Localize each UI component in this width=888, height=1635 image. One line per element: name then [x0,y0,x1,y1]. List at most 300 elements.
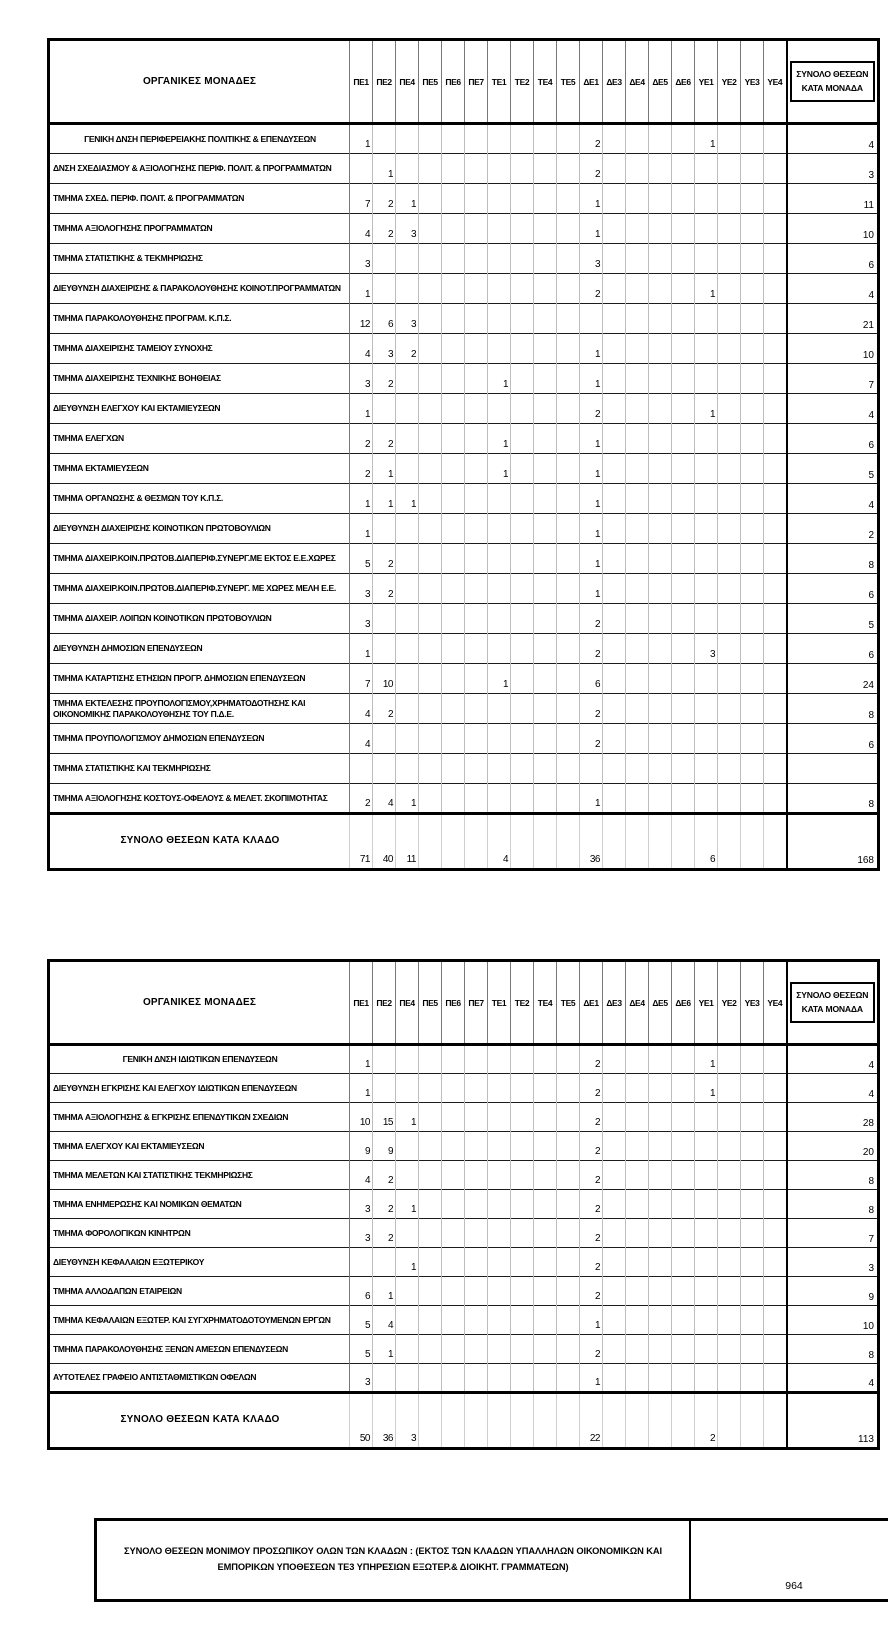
count-cell [695,664,718,694]
count-cell: 2 [580,1161,603,1190]
count-cell [741,454,764,484]
count-cell [764,364,787,394]
count-cell [557,544,580,574]
count-cell [603,1248,626,1277]
count-cell [465,244,488,274]
count-cell: 3 [396,214,419,244]
count-cell [718,604,741,634]
count-cell [603,1306,626,1335]
count-cell [764,424,787,454]
category-column-header: ΤΕ2 [511,961,534,1045]
count-cell: 1 [695,394,718,424]
row-total-cell: 4 [787,1045,879,1074]
count-cell [534,1132,557,1161]
count-cell [741,334,764,364]
count-cell [649,724,672,754]
count-cell [396,514,419,544]
count-cell [465,1161,488,1190]
count-cell [488,544,511,574]
count-cell [672,1219,695,1248]
count-cell [718,124,741,154]
count-cell: 1 [695,1045,718,1074]
count-cell [465,1364,488,1393]
count-cell [695,244,718,274]
count-cell [511,634,534,664]
count-cell [695,424,718,454]
count-cell [695,364,718,394]
count-cell [764,1045,787,1074]
count-cell [442,454,465,484]
count-cell [373,124,396,154]
count-cell [465,454,488,484]
count-cell [649,1364,672,1393]
count-cell [718,154,741,184]
count-cell [718,1306,741,1335]
table-row [49,394,879,424]
count-cell [672,184,695,214]
count-cell: 1 [695,124,718,154]
category-column-header: ΔΕ3 [603,40,626,124]
count-cell [488,124,511,154]
row-total-cell: 6 [787,244,879,274]
totals-count-cell [557,814,580,870]
count-cell [649,754,672,784]
table-row [49,514,879,544]
count-cell [626,1161,649,1190]
count-cell [396,364,419,394]
count-cell [488,1074,511,1103]
count-cell [672,1045,695,1074]
count-cell [741,304,764,334]
count-cell: 2 [580,1335,603,1364]
count-cell: 1 [580,364,603,394]
count-cell [626,514,649,544]
count-cell [511,124,534,154]
count-cell [373,514,396,544]
count-cell [695,1248,718,1277]
category-column-header: ΥΕ4 [764,40,787,124]
count-cell [603,1219,626,1248]
count-cell [419,334,442,364]
count-cell [396,694,419,724]
count-cell [695,1364,718,1393]
table-row [49,184,879,214]
row-total-cell: 4 [787,1074,879,1103]
count-cell [373,244,396,274]
count-cell [442,1335,465,1364]
count-cell: 4 [373,1306,396,1335]
grand-total-value: 964 [785,1580,803,1592]
count-cell [649,154,672,184]
count-cell [741,1132,764,1161]
count-cell [718,1335,741,1364]
count-cell [465,1103,488,1132]
count-cell [419,244,442,274]
count-cell: 1 [350,274,373,304]
count-cell [672,1074,695,1103]
count-cell [626,334,649,364]
org-unit-label: ΤΜΗΜΑ ΔΙΑΧΕΙΡΙΣΗΣ ΤΑΜΕΙΟΥ ΣΥΝΟΧΗΣ [49,334,350,364]
count-cell [442,754,465,784]
totals-row-label: ΣΥΝΟΛΟ ΘΕΣΕΩΝ ΚΑΤΑ ΚΛΑΔΟ [120,835,280,847]
count-cell [557,574,580,604]
count-cell [557,484,580,514]
count-cell [649,394,672,424]
category-column-header: ΠΕ7 [465,961,488,1045]
count-cell [419,454,442,484]
row-total-cell: 8 [787,544,879,574]
count-cell: 2 [580,1219,603,1248]
count-cell [603,1045,626,1074]
count-cell [557,154,580,184]
org-unit-label: ΤΜΗΜΑ ΑΞΙΟΛΟΓΗΣΗΣ & ΕΓΚΡΙΣΗΣ ΕΠΕΝΔΥΤΙΚΩΝ ΣΧΕΔΙΩΝ [49,1103,350,1132]
count-cell [649,424,672,454]
count-cell [511,784,534,814]
count-cell [396,1074,419,1103]
count-cell [557,394,580,424]
count-cell [695,154,718,184]
count-cell [741,1103,764,1132]
count-cell [626,454,649,484]
count-cell [764,214,787,244]
count-cell [534,1248,557,1277]
count-cell [534,634,557,664]
count-cell: 3 [350,1190,373,1219]
count-cell [488,724,511,754]
count-cell [373,1074,396,1103]
count-cell [488,1161,511,1190]
totals-count-cell: 50 [350,1393,373,1449]
count-cell [695,214,718,244]
totals-count-cell [511,1393,534,1449]
count-cell [488,1045,511,1074]
count-cell: 1 [350,394,373,424]
count-cell [557,1219,580,1248]
count-cell [626,544,649,574]
totals-count-cell [626,1393,649,1449]
table-row [49,1306,879,1335]
row-total-cell: 21 [787,304,879,334]
count-cell [718,1190,741,1219]
count-cell [534,184,557,214]
table-row [49,154,879,184]
count-cell [764,724,787,754]
count-cell: 1 [350,514,373,544]
count-cell [442,244,465,274]
count-cell [557,664,580,694]
count-cell [764,574,787,604]
count-cell [534,544,557,574]
count-cell [580,754,603,784]
count-cell [419,604,442,634]
totals-count-cell: 22 [580,1393,603,1449]
row-total-cell: 2 [787,514,879,544]
count-cell: 7 [350,664,373,694]
category-column-header: ΥΕ3 [741,961,764,1045]
count-cell [626,604,649,634]
count-cell [396,724,419,754]
row-total-cell: 3 [787,1248,879,1277]
count-cell [419,424,442,454]
count-cell: 1 [373,454,396,484]
count-cell [741,124,764,154]
count-cell [603,274,626,304]
count-cell [557,454,580,484]
org-unit-label: ΤΜΗΜΑ ΔΙΑΧΕΙΡ. ΛΟΙΠΩΝ ΚΟΙΝΟΤΙΚΩΝ ΠΡΩΤΟΒΟΥΛΙΩΝ [49,604,350,634]
count-cell: 7 [350,184,373,214]
count-cell [557,274,580,304]
count-cell [672,544,695,574]
count-cell [649,1074,672,1103]
count-cell [649,634,672,664]
count-cell [672,1103,695,1132]
table-row [49,544,879,574]
count-cell [442,1045,465,1074]
count-cell [396,574,419,604]
count-cell [764,184,787,214]
count-cell [649,784,672,814]
count-cell: 2 [580,1132,603,1161]
count-cell: 1 [350,1074,373,1103]
table-row [49,724,879,754]
count-cell [511,1219,534,1248]
count-cell [557,1364,580,1393]
count-cell [534,1045,557,1074]
count-cell [718,784,741,814]
count-cell [442,514,465,544]
count-cell [419,124,442,154]
org-unit-label: ΤΜΗΜΑ ΕΚΤΑΜΙΕΥΣΕΩΝ [49,454,350,484]
org-unit-label: ΤΜΗΜΑ ΣΧΕΔ. ΠΕΡΙΦ. ΠΟΛΙΤ. & ΠΡΟΓΡΑΜΜΑΤΩΝ [49,184,350,214]
count-cell [534,754,557,784]
count-cell [465,274,488,304]
count-cell [465,694,488,724]
count-cell [373,754,396,784]
org-unit-label: ΓΕΝΙΚΗ ΔΝΣΗ ΠΕΡΙΦΕΡΕΙΑΚΗΣ ΠΟΛΙΤΙΚΗΣ & ΕΠΕΝΔΥΣΕΩΝ [49,124,350,154]
count-cell [672,694,695,724]
count-cell [465,664,488,694]
count-cell [534,214,557,244]
count-cell: 1 [695,1074,718,1103]
count-cell [626,154,649,184]
count-cell [603,154,626,184]
count-cell: 2 [396,334,419,364]
count-cell [626,274,649,304]
totals-count-cell [534,1393,557,1449]
count-cell [603,484,626,514]
count-cell [764,334,787,364]
count-cell [764,634,787,664]
count-cell [741,1074,764,1103]
count-cell [442,664,465,694]
total-column-header [787,40,879,124]
count-cell [488,1335,511,1364]
count-cell [488,784,511,814]
count-cell [557,364,580,394]
count-cell: 1 [580,784,603,814]
count-cell: 2 [580,1045,603,1074]
count-cell [626,364,649,394]
count-cell [695,1277,718,1306]
count-cell [488,334,511,364]
table-header [49,961,879,1045]
count-cell [511,1074,534,1103]
count-cell [672,604,695,634]
count-cell [534,1277,557,1306]
count-cell [649,694,672,724]
count-cell [511,244,534,274]
count-cell: 3 [396,304,419,334]
count-cell: 1 [580,334,603,364]
row-total-cell: 6 [787,574,879,604]
totals-count-cell [649,1393,672,1449]
count-cell [603,304,626,334]
org-unit-label: ΔΙΕΥΘΥΝΣΗ ΕΛΕΓΧΟΥ ΚΑΙ ΕΚΤΑΜΙΕΥΣΕΩΝ [49,394,350,424]
table-row [49,124,879,154]
table-row [49,1277,879,1306]
count-cell [603,574,626,604]
count-cell [511,154,534,184]
count-cell [764,784,787,814]
count-cell [442,334,465,364]
count-cell [603,1161,626,1190]
count-cell [465,1335,488,1364]
count-cell [557,1190,580,1219]
count-cell [718,1103,741,1132]
org-units-header: ΟΡΓΑΝΙΚΕΣ ΜΟΝΑΔΕΣ [142,997,257,1008]
count-cell [465,784,488,814]
table-row [49,274,879,304]
count-cell: 2 [350,784,373,814]
totals-count-cell [534,814,557,870]
count-cell [603,544,626,574]
count-cell [511,214,534,244]
count-cell [718,544,741,574]
count-cell [672,1335,695,1364]
count-cell: 1 [373,1277,396,1306]
table-row [49,1074,879,1103]
count-cell [511,1045,534,1074]
count-cell [419,784,442,814]
count-cell [465,514,488,544]
count-cell [649,1161,672,1190]
count-cell [718,214,741,244]
count-cell [557,1103,580,1132]
count-cell [626,1190,649,1219]
count-cell: 1 [373,154,396,184]
count-cell [557,1161,580,1190]
count-cell [396,124,419,154]
count-cell [741,514,764,544]
count-cell [741,634,764,664]
count-cell: 2 [373,544,396,574]
table-header [49,40,879,124]
count-cell [695,334,718,364]
grand-total-text: ΣΥΝΟΛΟ ΘΕΣΕΩΝ ΜΟΝΙΜΟΥ ΠΡΟΣΩΠΙΚΟΥ ΟΛΩΝ ΤΩΝ ΚΛΑΔΩΝ : (ΕΚΤΟΣ ΤΩΝ ΚΛΑΔΩΝ ΥΠΑΛΛΗΛΩΝ ΟΙΚΟΝΟΜΙΚΩΝ ΚΑΙ ΕΜΠΟΡΙΚΩΝ ΥΠΟΘΕΣΕΩΝ ΤΕ3 ΥΠΗΡΕΣΙΩΝ ΕΞΩΤΕΡ.& ΔΙΟΙΚΗΤ. ΓΡΑΜΜΑΤΕΩΝ) [97,1521,691,1599]
count-cell [442,1190,465,1219]
count-cell [465,334,488,364]
category-column-header: ΠΕ4 [396,40,419,124]
count-cell: 2 [373,1161,396,1190]
count-cell [718,754,741,784]
count-cell [626,184,649,214]
count-cell [764,1190,787,1219]
row-total-cell: 28 [787,1103,879,1132]
count-cell [511,1364,534,1393]
row-total-cell: 10 [787,334,879,364]
count-cell [373,604,396,634]
count-cell [718,334,741,364]
count-cell [419,574,442,604]
count-cell [718,1161,741,1190]
count-cell [695,784,718,814]
count-cell [718,1364,741,1393]
count-cell [695,1132,718,1161]
row-total-cell: 6 [787,724,879,754]
count-cell [672,754,695,784]
row-total-cell: 24 [787,664,879,694]
count-cell [764,1103,787,1132]
count-cell [741,484,764,514]
count-cell: 1 [488,364,511,394]
count-cell [626,1335,649,1364]
count-cell [488,634,511,664]
table-row [49,244,879,274]
count-cell [419,1277,442,1306]
count-cell [511,664,534,694]
count-cell [649,1219,672,1248]
row-total-cell: 8 [787,1335,879,1364]
count-cell [488,1277,511,1306]
count-cell [603,514,626,544]
row-total-cell: 8 [787,694,879,724]
category-column-header: ΥΕ3 [741,40,764,124]
count-cell [534,154,557,184]
count-cell [764,664,787,694]
count-cell [695,1335,718,1364]
count-cell [488,604,511,634]
table-row [49,664,879,694]
count-cell [603,1364,626,1393]
table-row [49,754,879,784]
count-cell: 1 [580,514,603,544]
header-row [49,40,879,124]
count-cell [649,484,672,514]
count-cell [741,604,764,634]
count-cell [741,664,764,694]
count-cell [396,754,419,784]
count-cell [649,334,672,364]
count-cell: 3 [350,1364,373,1393]
count-cell [511,184,534,214]
count-cell [764,1335,787,1364]
count-cell [603,724,626,754]
count-cell [764,274,787,304]
count-cell [511,1277,534,1306]
count-cell [442,214,465,244]
table-row [49,484,879,514]
count-cell [764,1306,787,1335]
count-cell [718,694,741,724]
count-cell: 2 [580,1190,603,1219]
row-total-cell: 6 [787,634,879,664]
count-cell [511,514,534,544]
count-cell [764,514,787,544]
count-cell [488,694,511,724]
count-cell: 4 [350,694,373,724]
table-row [49,334,879,364]
count-cell [534,604,557,634]
